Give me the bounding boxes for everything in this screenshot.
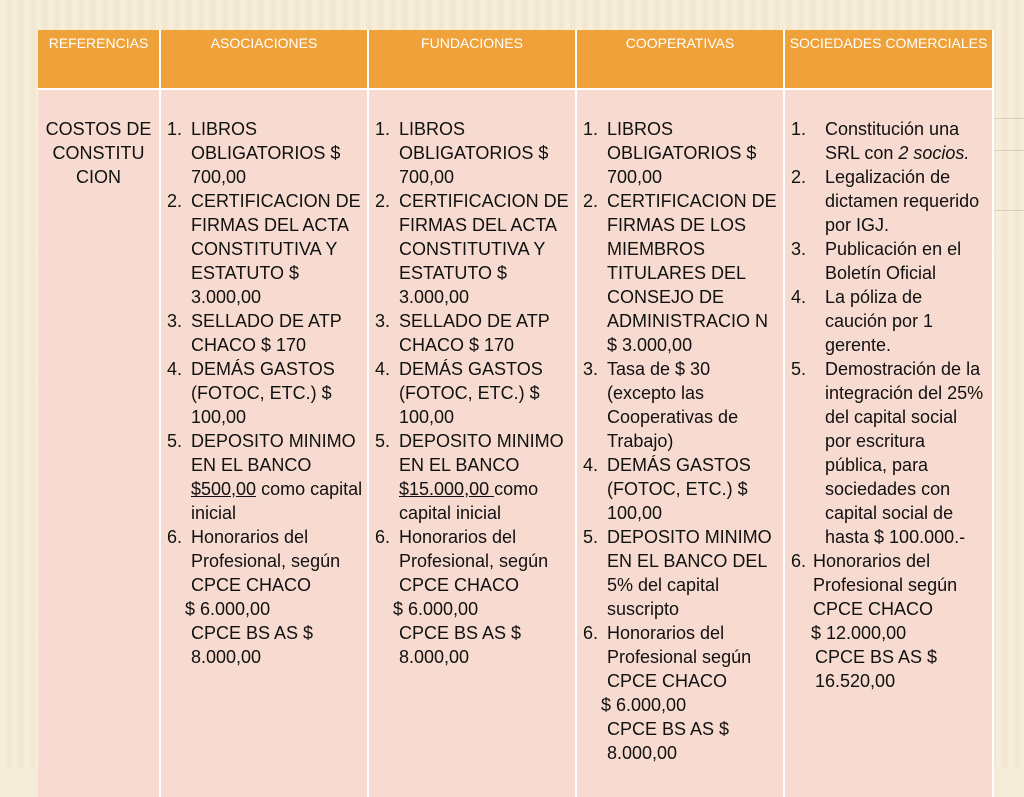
- item-number: 5.: [375, 431, 391, 451]
- item-text: como capital inicial: [191, 479, 363, 523]
- table-row: [38, 89, 993, 797]
- table-header-row: [38, 30, 993, 89]
- item-text: DEPOSITO MINIMO EN EL BANCO: [399, 431, 564, 475]
- item-number: 5.: [167, 431, 183, 451]
- list-item: [581, 453, 779, 525]
- list-item: [789, 165, 988, 237]
- item-text: Tasa de $ 30 (excepto las Cooperativas de Trabajo): [607, 359, 739, 451]
- item-number: 1.: [167, 119, 183, 139]
- reference-cell: [38, 89, 160, 797]
- cooperativas-cell: [576, 89, 784, 797]
- item-number: 6.: [583, 623, 599, 643]
- header-fundaciones: FUNDACIONES: [368, 30, 576, 89]
- reference-label: COSTOS DE CONSTITU CION: [45, 119, 152, 187]
- item-number: 3.: [583, 359, 599, 379]
- item-number: 4.: [583, 455, 599, 475]
- item-number: 1.: [791, 119, 807, 139]
- item-number: 6.: [791, 551, 807, 571]
- header-asociaciones: ASOCIACIONES: [160, 30, 368, 89]
- list-item: [165, 525, 363, 597]
- costs-table: [38, 30, 994, 797]
- item-number: 2.: [791, 167, 807, 187]
- item-number: 6.: [375, 527, 391, 547]
- list-item: [581, 525, 779, 621]
- asociaciones-list: [165, 117, 363, 597]
- item-text: como capital inicial: [399, 479, 539, 523]
- item-text: LIBROS OBLIGATORIOS $ 700,00: [607, 119, 757, 187]
- list-item: [581, 117, 779, 189]
- list-item: [581, 189, 779, 357]
- header-sociedades-comerciales: SOCIEDADES COMERCIALES: [784, 30, 993, 89]
- list-item: [581, 621, 779, 693]
- item-text: LIBROS OBLIGATORIOS $ 700,00: [191, 119, 341, 187]
- item-text-italic: 2 socios.: [898, 143, 970, 163]
- item-text: SELLADO DE ATP CHACO $ 170: [399, 311, 550, 355]
- deposit-amount: $15.000,00: [399, 479, 495, 499]
- item-number: 5.: [583, 527, 599, 547]
- item-number: 2.: [375, 191, 391, 211]
- item-number: 1.: [583, 119, 599, 139]
- list-item: [789, 285, 988, 357]
- item-number: 3.: [375, 311, 391, 331]
- fee-amount-bsas: CPCE BS AS $ 16.520,00: [815, 647, 938, 691]
- item-text: La póliza de caución por 1 gerente.: [825, 287, 934, 355]
- asociaciones-cell: [160, 89, 368, 797]
- item-text: Honorarios del Profesional según CPCE CHACO: [813, 551, 958, 619]
- decorative-lines: [993, 0, 1024, 768]
- item-text: Constitución una SRL con: [825, 119, 960, 163]
- list-item: [373, 525, 571, 597]
- deposit-amount: $500,00: [191, 479, 257, 499]
- item-number: 4.: [167, 359, 183, 379]
- list-item: [581, 357, 779, 453]
- list-item: [373, 357, 571, 429]
- item-text: SELLADO DE ATP CHACO $ 170: [191, 311, 342, 355]
- fee-amount: $ 6.000,00: [393, 599, 479, 619]
- item-number: 4.: [375, 359, 391, 379]
- item-number: 2.: [167, 191, 183, 211]
- list-item: [789, 237, 988, 285]
- list-item: [165, 357, 363, 429]
- item-text: Honorarios del Profesional, según CPCE CHACO: [191, 527, 341, 595]
- item-number: 2.: [583, 191, 599, 211]
- item-number: 1.: [375, 119, 391, 139]
- item-text: Honorarios del Profesional según CPCE CHACO: [607, 623, 752, 691]
- list-item: [373, 429, 571, 525]
- fee-amount: $ 6.000,00: [601, 695, 687, 715]
- list-item: [789, 549, 988, 621]
- fee-amount-bsas: CPCE BS AS $ 8.000,00: [399, 623, 522, 667]
- list-item: [165, 429, 363, 525]
- item-text: DEMÁS GASTOS (FOTOC, ETC.) $ 100,00: [607, 455, 751, 523]
- list-item: [373, 189, 571, 309]
- fee-amount: $ 6.000,00: [185, 599, 271, 619]
- fee-amount-bsas: CPCE BS AS $ 8.000,00: [191, 623, 314, 667]
- header-cooperativas: COOPERATIVAS: [576, 30, 784, 89]
- item-text: Legalización de dictamen requerido por IGJ.: [825, 167, 980, 235]
- item-number: 5.: [791, 359, 807, 379]
- item-text: DEPOSITO MINIMO EN EL BANCO: [191, 431, 356, 475]
- cooperativas-list: [581, 117, 779, 693]
- fee-amount-bsas: CPCE BS AS $ 8.000,00: [607, 719, 730, 763]
- item-number: 4.: [791, 287, 807, 307]
- list-item: [165, 117, 363, 189]
- item-number: 3.: [791, 239, 807, 259]
- item-number: 3.: [167, 311, 183, 331]
- item-text: Honorarios del Profesional, según CPCE CHACO: [399, 527, 549, 595]
- fee-amount: $ 12.000,00: [811, 623, 907, 643]
- item-text: Publicación en el Boletín Oficial: [825, 239, 962, 283]
- item-text: CERTIFICACION DE FIRMAS DEL ACTA CONSTITUTIVA Y ESTATUTO $ 3.000,00: [399, 191, 569, 307]
- list-item: [373, 117, 571, 189]
- item-number: 6.: [167, 527, 183, 547]
- item-text: CERTIFICACION DE FIRMAS DE LOS MIEMBROS TITULARES DEL CONSEJO DE ADMINISTRACIO N $ 3.000,00: [607, 191, 777, 355]
- list-item: [789, 117, 988, 165]
- sociedades-cell: [784, 89, 993, 797]
- fundaciones-list: [373, 117, 571, 597]
- header-referencias: REFERENCIAS: [38, 30, 160, 89]
- item-text: DEMÁS GASTOS (FOTOC, ETC.) $ 100,00: [191, 359, 335, 427]
- fundaciones-cell: [368, 89, 576, 797]
- item-text: CERTIFICACION DE FIRMAS DEL ACTA CONSTITUTIVA Y ESTATUTO $ 3.000,00: [191, 191, 361, 307]
- list-item: [373, 309, 571, 357]
- list-item: [789, 357, 988, 549]
- item-text: LIBROS OBLIGATORIOS $ 700,00: [399, 119, 549, 187]
- list-item: [165, 309, 363, 357]
- list-item: [165, 189, 363, 309]
- sociedades-list: [789, 117, 988, 621]
- item-text: Demostración de la integración del 25% del capital social por escritura pública, para sociedades con capital social de hasta $ 100.000.-: [825, 359, 984, 547]
- item-text: DEPOSITO MINIMO EN EL BANCO DEL 5% del capital suscripto: [607, 527, 772, 619]
- item-text: DEMÁS GASTOS (FOTOC, ETC.) $ 100,00: [399, 359, 543, 427]
